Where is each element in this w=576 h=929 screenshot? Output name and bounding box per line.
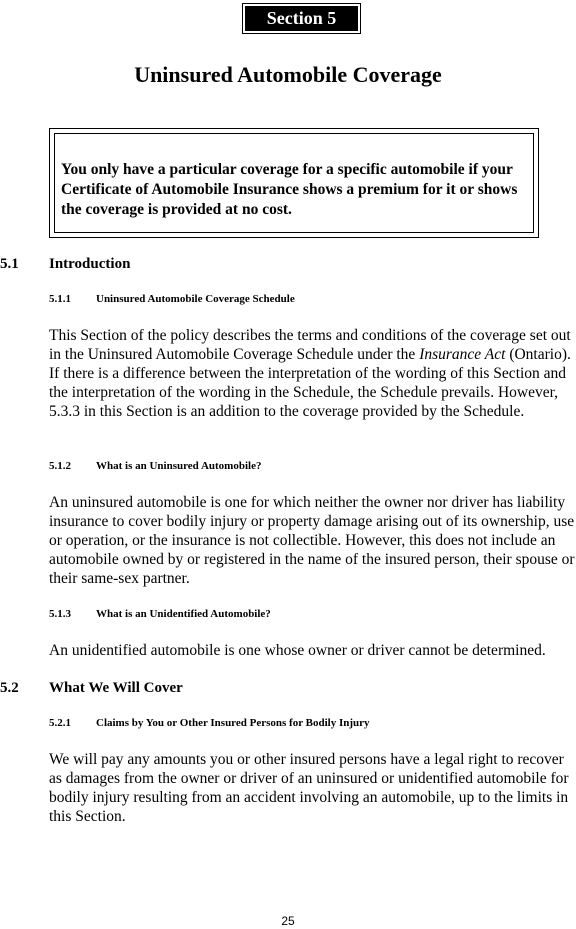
paragraph-5-2-1: We will pay any amounts you or other insured persons have a legal right to recover as damages from the owner or driver of an uninsured or unidentified automobile for bodily injury resulting from an accident involving an automobile, up to the limits in this Section. bbox=[49, 751, 569, 825]
paragraph-text: (Ontario). If there is a difference between the interpretation of the wording of this Section and the interpretation of the wording in the Schedule, the Schedule prevails. However, 5.3.3 in this Section is an addition to the coverage provided by the Schedule. bbox=[49, 346, 571, 420]
heading-text: What is an Uninsured Automobile? bbox=[96, 460, 262, 472]
heading-text: Claims by You or Other Insured Persons for Bodily Injury bbox=[96, 717, 370, 729]
heading-number: 5.1.3 bbox=[49, 608, 71, 620]
heading-number: 5.2 bbox=[0, 680, 19, 696]
section-banner bbox=[242, 3, 361, 34]
section-label: Section 5 bbox=[245, 6, 358, 31]
heading-number: 5.2.1 bbox=[49, 717, 71, 729]
heading-text: Uninsured Automobile Coverage Schedule bbox=[96, 293, 295, 305]
page-number: 25 bbox=[281, 914, 295, 928]
heading-number: 5.1.1 bbox=[49, 293, 71, 305]
notice-text: You only have a particular coverage for a specific automobile if your Certificate of Automobile Insurance shows a premium for it or shows the coverage is provided at no cost. bbox=[61, 161, 518, 218]
heading-text: What is an Unidentified Automobile? bbox=[96, 608, 271, 620]
heading-number: 5.1 bbox=[0, 256, 19, 272]
heading-text: What We Will Cover bbox=[49, 680, 183, 696]
paragraph-5-1-2: An uninsured automobile is one for which neither the owner nor driver has liability insurance to cover bodily injury or property damage arising out of its ownership, use or operation, or the insurance is not collectible. However, this does not include an automobile owned by or registered in the name of the insured person, their spouse or their same-sex partner. bbox=[49, 494, 575, 587]
paragraph-5-1-3: An unidentified automobile is one whose owner or driver cannot be determined. bbox=[49, 642, 546, 659]
page-title: Uninsured Automobile Coverage bbox=[134, 62, 442, 87]
paragraph-text: This Section of the policy describes the terms and conditions of the coverage set out in the Uninsured Automobile Coverage Schedule under the bbox=[49, 327, 571, 363]
heading-text: Introduction bbox=[49, 256, 131, 272]
act-name: Insurance Act bbox=[419, 346, 506, 363]
heading-number: 5.1.2 bbox=[49, 460, 71, 472]
paragraph-5-1-1 bbox=[49, 326, 576, 421]
notice-box-inner bbox=[54, 133, 534, 233]
notice-box bbox=[49, 128, 539, 238]
